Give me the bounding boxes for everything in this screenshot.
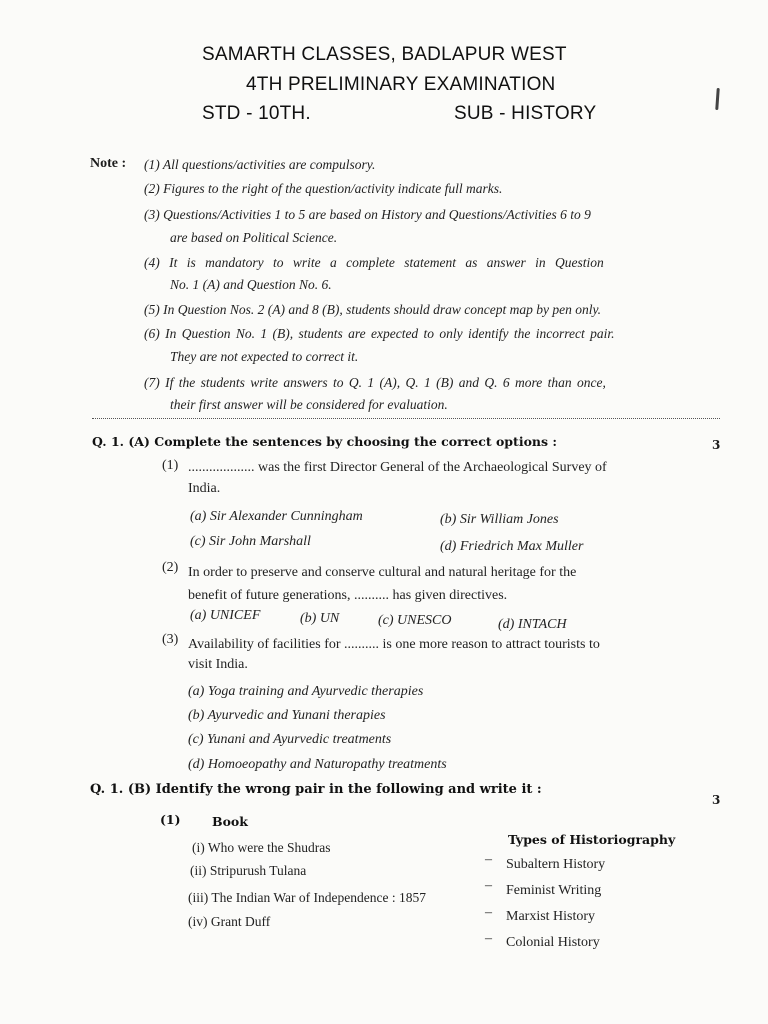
note-line-3b: are based on Political Science. <box>170 230 338 245</box>
q1a-2-opt-c: (c) UNESCO <box>378 613 452 628</box>
book-row-2: (ii) Stripurush Tulana <box>190 863 307 878</box>
book-column-header: Book <box>212 814 248 829</box>
q1a-1-num: (1) <box>162 458 179 473</box>
note-label: Note : <box>90 156 127 171</box>
q1a-3-opt-a: (a) Yoga training and Ayurvedic therapies <box>188 684 424 699</box>
q1b-heading: Q. 1. (B) Identify the wrong pair in the following and write it : <box>90 782 542 797</box>
q1a-3-opt-d: (d) Homoeopathy and Naturopathy treatments <box>188 757 447 772</box>
dash-4: – <box>485 931 492 946</box>
note-line-3: (3) Questions/Activities 1 to 5 are based on History and Questions/Activities 6 to 9 <box>144 207 591 222</box>
q1a-2-opt-b: (b) UN <box>300 611 340 626</box>
exam-title: 4TH PRELIMINARY EXAMINATION <box>246 74 556 95</box>
q1a-marks: 3 <box>712 438 721 452</box>
q1a-heading: Q. 1. (A) Complete the sentences by choosing the correct options : <box>92 434 557 449</box>
note-line-7: (7) If the students write answers to Q. 1 (A), Q. 1 (B) and Q. 6 more than once, <box>144 375 606 390</box>
q1a-1-opt-a: (a) Sir Alexander Cunningham <box>190 509 363 524</box>
standard-label: STD - 10TH. <box>202 103 311 124</box>
q1b-num: (1) <box>160 812 181 827</box>
q1a-1-opt-c: (c) Sir John Marshall <box>190 534 311 549</box>
historiography-column-header: Types of Historiography <box>508 832 676 847</box>
note-line-1: (1) All questions/activities are compulsory. <box>144 157 376 172</box>
q1a-1-opt-b: (b) Sir William Jones <box>440 512 559 527</box>
school-name: SAMARTH CLASSES, BADLAPUR WEST <box>202 44 567 65</box>
type-row-4: Colonial History <box>506 935 600 950</box>
book-row-3: (iii) The Indian War of Independence : 1857 <box>188 890 426 905</box>
q1a-3-num: (3) <box>162 632 179 647</box>
note-line-4b: No. 1 (A) and Question No. 6. <box>170 277 332 292</box>
q1a-1-opt-d: (d) Friedrich Max Muller <box>440 539 584 554</box>
pen-mark <box>715 88 720 110</box>
q1a-2-text: In order to preserve and conserve cultural and natural heritage for the <box>188 565 577 580</box>
section-divider <box>92 418 720 419</box>
book-row-1: (i) Who were the Shudras <box>192 840 331 855</box>
q1a-3-opt-c: (c) Yunani and Ayurvedic treatments <box>188 732 392 747</box>
type-row-3: Marxist History <box>506 909 596 924</box>
q1a-3-text2: visit India. <box>188 657 248 672</box>
q1a-1-text2: India. <box>188 481 221 496</box>
type-row-1: Subaltern History <box>506 857 606 872</box>
q1a-3-text: Availability of facilities for .......... is one more reason to attract tourists to <box>188 637 600 652</box>
note-line-6b: They are not expected to correct it. <box>170 349 359 364</box>
q1a-2-num: (2) <box>162 560 179 575</box>
q1a-2-opt-d: (d) INTACH <box>498 617 567 632</box>
dash-3: – <box>485 905 492 920</box>
note-line-2: (2) Figures to the right of the question/activity indicate full marks. <box>144 181 503 196</box>
note-line-5: (5) In Question Nos. 2 (A) and 8 (B), students should draw concept map by pen only. <box>144 302 602 317</box>
q1a-2-opt-a: (a) UNICEF <box>190 608 261 623</box>
q1a-2-text2: benefit of future generations, .......... has given directives. <box>188 588 508 603</box>
note-line-6: (6) In Question No. 1 (B), students are expected to only identify the incorrect pair. <box>144 326 615 341</box>
subject-label: SUB - HISTORY <box>454 103 597 124</box>
dash-2: – <box>485 878 492 893</box>
q1a-1-text: ................... was the first Director General of the Archaeological Survey of <box>188 460 607 475</box>
q1a-3-opt-b: (b) Ayurvedic and Yunani therapies <box>188 708 386 723</box>
q1b-marks: 3 <box>712 793 721 807</box>
note-line-4: (4) It is mandatory to write a complete statement as answer in Question <box>144 255 604 270</box>
note-line-7b: their first answer will be considered for evaluation. <box>170 397 448 412</box>
book-row-4: (iv) Grant Duff <box>188 914 271 929</box>
dash-1: – <box>485 852 492 867</box>
type-row-2: Feminist Writing <box>506 883 602 898</box>
